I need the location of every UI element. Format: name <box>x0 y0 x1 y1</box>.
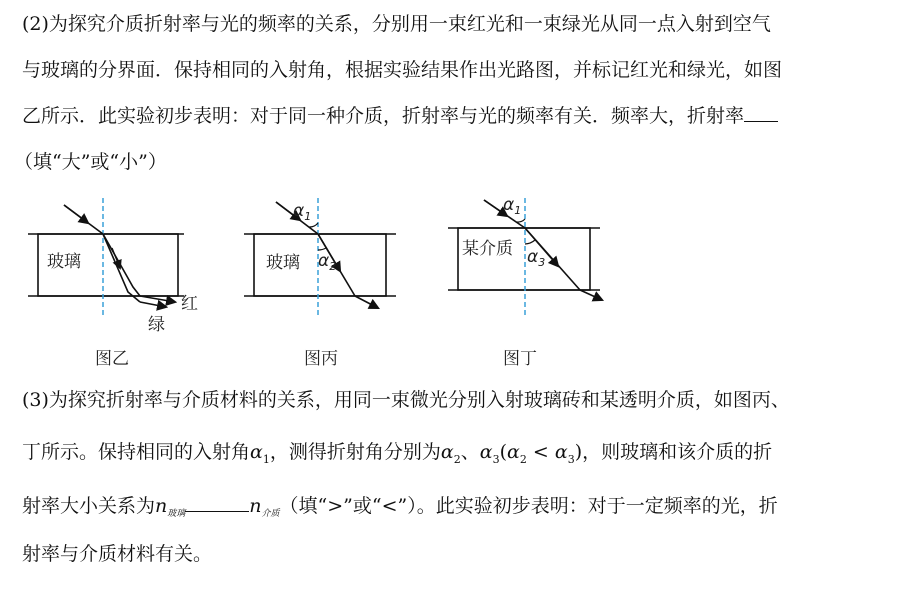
figure-bing <box>244 198 396 369</box>
q2-line-3: 乙所示．此实验初步表明：对于同一种介质，折射率与光的频率有关．频率大，折射率 <box>22 104 778 128</box>
q3-line-3: 射率大小关系为$n_{玻璃}$ $n_{介质}$（填“>”或“<”）。此实验初步表明：对于一定频率的光，折 <box>22 495 778 519</box>
medium-label: 某介质 <box>462 239 513 259</box>
medium-label: 玻璃 <box>266 253 300 273</box>
angle-alpha2: α <box>318 251 330 271</box>
svg-text:α3: $\alpha_3$ <box>527 247 546 269</box>
answer-blank-relation[interactable] <box>185 495 249 512</box>
q3-line-4: 射率与介质材料有关。 <box>22 543 213 565</box>
figure-yi <box>28 198 198 369</box>
q2-line-2: 与玻璃的分界面．保持相同的入射角，根据实验结果作出光路图，并标记红光和绿光，如图 <box>22 59 783 81</box>
svg-text:α1: $\alpha_1$ <box>293 201 312 223</box>
angle-alpha1: α <box>293 201 305 221</box>
red-label: 红 <box>181 294 198 314</box>
q2-line-4: （填“大”或“小”） <box>14 151 167 173</box>
answer-blank-frequency[interactable] <box>744 105 778 122</box>
angle-alpha3: α <box>527 247 539 267</box>
green-label: 绿 <box>148 315 165 335</box>
svg-text:α1: $\alpha_1$ <box>503 195 522 217</box>
q3-line-1: (3)为探究折射率与介质材料的关系，用同一束微光分别入射玻璃砖和某透明介质，如图丙、 <box>22 389 790 411</box>
caption-yi: 图乙 <box>95 349 129 369</box>
figures-panel <box>0 190 906 370</box>
figure-ding <box>448 195 602 369</box>
caption-ding: 图丁 <box>503 349 537 369</box>
medium-label: 玻璃 <box>47 252 81 272</box>
q2-line-1: (2)为探究介质折射率与光的频率的关系，分别用一束红光和一束绿光从同一点入射到空气 <box>22 13 771 35</box>
q3-line-2: 丁所示。保持相同的入射角$\alpha_1$，测得折射角分别为$\alpha_2$、$\alpha_3(\alpha_2 < \alpha_3)$，则玻璃和该介质的折 <box>22 441 773 466</box>
svg-text:α2: $\alpha_2$ <box>318 251 337 273</box>
angle-alpha1: α <box>503 195 515 215</box>
medium-block <box>458 228 590 290</box>
caption-bing: 图丙 <box>304 349 338 369</box>
red-ray <box>103 234 140 296</box>
